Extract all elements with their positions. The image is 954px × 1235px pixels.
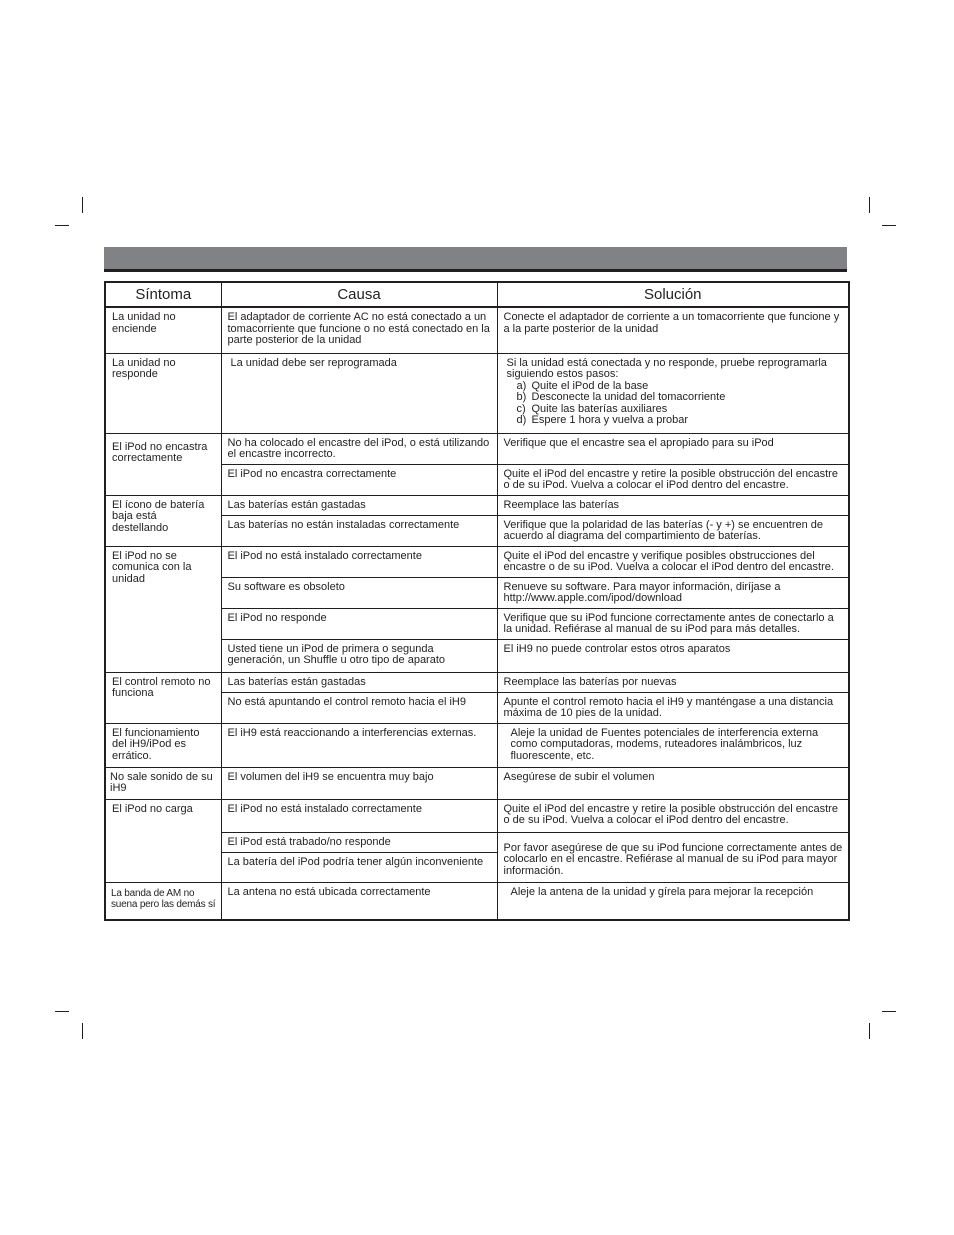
symptom-cell: No sale sonido de su iH9 — [105, 767, 221, 799]
cause-cell: Su software es obsoleto — [221, 577, 497, 608]
cause-cell: El iH9 está reaccionando a interferencias externas. — [221, 723, 497, 767]
troubleshooting-table — [104, 281, 850, 921]
symptom-cell: La banda de AM no suena pero las demás sí — [105, 882, 221, 920]
solution-cell: Verifique que el encastre sea el apropiado para su iPod — [497, 433, 849, 464]
crop-mark — [55, 1011, 69, 1012]
solution-cell: Quite el iPod del encastre y retire la posible obstrucción del encastre o de su iPod. Vuelva a colocar el iPod dentro del encastre. — [497, 464, 849, 495]
solution-cell: Aleje la antena de la unidad y gírela para mejorar la recepción — [497, 882, 849, 920]
table-header-row — [105, 282, 849, 307]
cause-cell: Las baterías están gastadas — [221, 495, 497, 515]
solution-cell: Verifique que la polaridad de las baterías (- y +) se encuentren de acuerdo al diagrama del compartimiento de baterías. — [497, 515, 849, 546]
crop-mark — [82, 197, 83, 213]
table-row — [105, 672, 849, 692]
reset-steps-list — [507, 381, 844, 427]
solution-cell: Quite el iPod del encastre y verifique posibles obstrucciones del encastre o de su iPod. Vuelva a colocar el iPod dentro del encastre. — [497, 546, 849, 577]
solution-cell: Conecte el adaptador de corriente a un tomacorriente que funcione y a la parte posterior de la unidad — [497, 307, 849, 353]
solution-cell: El iH9 no puede controlar estos otros aparatos — [497, 639, 849, 672]
section-banner — [104, 247, 847, 272]
table-row — [105, 723, 849, 767]
crop-mark — [869, 197, 870, 213]
table-row — [105, 767, 849, 799]
cause-cell: La antena no está ubicada correctamente — [221, 882, 497, 920]
list-item: a) Quite el iPod de la base — [516, 379, 649, 392]
cause-cell: El iPod está trabado/no responde — [221, 832, 497, 852]
table-row — [105, 546, 849, 577]
symptom-cell: La unidad no responde — [105, 353, 221, 433]
solution-cell: Quite el iPod del encastre y retire la posible obstrucción del encastre o de su iPod. Vuelva a colocar el iPod dentro del encastre. — [497, 799, 849, 832]
solution-cell: Asegúrese de subir el volumen — [497, 767, 849, 799]
solution-cell: Reemplace las baterías por nuevas — [497, 672, 849, 692]
symptom-cell: El iPod no carga — [105, 799, 221, 882]
list-item: d) Espere 1 hora y vuelva a probar — [516, 414, 689, 426]
crop-mark — [882, 1011, 896, 1012]
solution-intro: Si la unidad está conectada y no responde, pruebe reprogramarla siguiendo estos pasos: — [506, 356, 827, 380]
cause-cell: El iPod no encastra correctamente — [221, 464, 497, 495]
symptom-cell: La unidad no enciende — [105, 307, 221, 353]
cause-cell: La batería del iPod podría tener algún inconveniente — [221, 852, 497, 882]
cause-cell: Las baterías están gastadas — [221, 672, 497, 692]
cause-cell: El adaptador de corriente AC no está conectado a un tomacorriente que funcione o no está conectado en la parte posterior de la unidad — [221, 307, 497, 353]
cause-cell: El iPod no responde — [221, 608, 497, 639]
crop-mark — [55, 225, 69, 226]
table-row — [105, 433, 849, 464]
crop-mark — [82, 1023, 83, 1039]
cause-cell: Usted tiene un iPod de primera o segunda generación, un Shuffle u otro tipo de aparato — [221, 639, 497, 672]
cause-cell: Las baterías no están instaladas correctamente — [221, 515, 497, 546]
table-row — [105, 799, 849, 832]
solution-cell — [497, 353, 849, 433]
symptom-cell: El funcionamiento del iH9/iPod es errático. — [105, 723, 221, 767]
solution-header: Solución — [497, 282, 849, 307]
symptom-cell: El iPod no encastra correctamente — [105, 433, 221, 495]
table-row — [105, 307, 849, 353]
symptom-cell: El ícono de batería baja está destellando — [105, 495, 221, 546]
cause-cell: El iPod no está instalado correctamente — [221, 799, 497, 832]
solution-cell: Por favor asegúrese de que su iPod funcione correctamente antes de colocarlo en el encastre. Refiérase al manual de su iPod para mayor información. — [497, 832, 849, 882]
symptom-cell: El control remoto no funciona — [105, 672, 221, 723]
cause-cell: No está apuntando el control remoto hacia el iH9 — [221, 692, 497, 723]
crop-mark — [882, 225, 896, 226]
cause-cell: La unidad debe ser reprogramada — [221, 353, 497, 433]
table-row — [105, 353, 849, 433]
list-item: c) Quite las baterías auxiliares — [516, 402, 668, 415]
solution-cell: Reemplace las baterías — [497, 495, 849, 515]
list-item: b) Desconecte la unidad del tomacorriente — [516, 391, 726, 403]
crop-mark — [869, 1023, 870, 1039]
cause-header: Causa — [221, 282, 497, 307]
solution-cell: Renueve su software. Para mayor información, diríjase a http://www.apple.com/ipod/download — [497, 577, 849, 608]
solution-cell: Aleje la unidad de Fuentes potenciales de interferencia externa como computadoras, modems, ruteadores inalámbricos, luz fluorescente, etc. — [497, 723, 849, 767]
table-row — [105, 495, 849, 515]
table-row — [105, 882, 849, 920]
symptom-cell: El iPod no se comunica con la unidad — [105, 546, 221, 672]
symptom-header: Síntoma — [105, 282, 221, 307]
solution-cell: Apunte el control remoto hacia el iH9 y manténgase a una distancia máxima de 10 pies de la unidad. — [497, 692, 849, 723]
solution-cell: Verifique que su iPod funcione correctamente antes de conectarlo a la unidad. Refiérase al manual de su iPod para más detalles. — [497, 608, 849, 639]
cause-cell: No ha colocado el encastre del iPod, o está utilizando el encastre incorrecto. — [221, 433, 497, 464]
cause-cell: El volumen del iH9 se encuentra muy bajo — [221, 767, 497, 799]
cause-cell: El iPod no está instalado correctamente — [221, 546, 497, 577]
